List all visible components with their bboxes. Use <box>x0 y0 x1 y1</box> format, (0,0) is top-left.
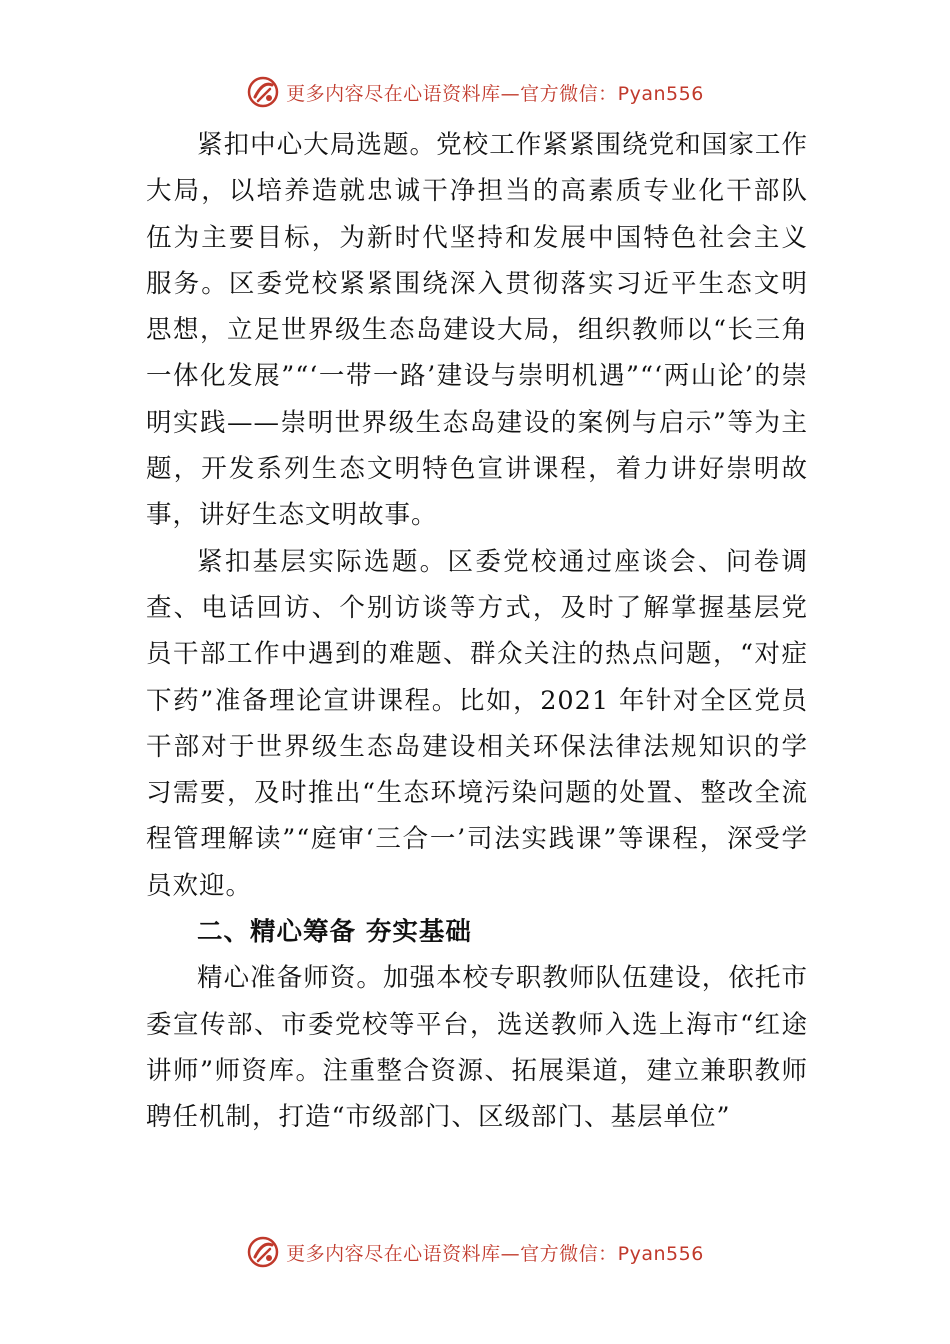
document-body <box>146 122 808 1141</box>
paragraph-central-topic: 紧扣中心大局选题。党校工作紧紧围绕党和国家工作大局，以培养造就忠诚干净担当的高素质专业化干部队伍为主要目标，为新时代坚持和发展中国特色社会主义服务。区委党校紧紧围绕深入贯彻落实习近平生态文明思想，立足世界级生态岛建设大局，组织教师以“长三角一体化发展”“‘一带一路’建设与崇明机遇”“‘两山论’的崇明实践——崇明世界级生态岛建设的案例与启示”等为主题，开发系列生态文明特色宣讲课程，着力讲好崇明故事，讲好生态文明故事。 <box>146 130 808 531</box>
logo-icon <box>246 1235 280 1269</box>
section-heading: 二、精心筹备 夯实基础 <box>197 917 472 948</box>
paragraph-grassroots-topic: 紧扣基层实际选题。区委党校通过座谈会、问卷调查、电话回访、个别访谈等方式，及时了解掌握基层党员干部工作中遇到的难题、群众关注的热点问题，“对症下药”准备理论宣讲课程。比如，2021 年针对全区党员干部对于世界级生态岛建设相关环保法律法规知识的学习需要，及时推出“生态环境污染问题的处置、整改全流程管理解读”“庭审‘三合一’司法实践课”等课程，深受学员欢迎。 <box>146 546 808 901</box>
header-banner-text: 更多内容尽在心语资料库—官方微信：Pyan556 <box>286 82 704 105</box>
logo-icon <box>246 75 280 109</box>
footer-banner <box>0 1232 950 1272</box>
footer-banner-text: 更多内容尽在心语资料库—官方微信：Pyan556 <box>286 1242 704 1265</box>
paragraph-faculty: 精心准备师资。加强本校专职教师队伍建设，依托市委宣传部、市委党校等平台，选送教师入选上海市“红途讲师”师资库。注重整合资源、拓展渠道，建立兼职教师聘任机制，打造“市级部门、区级部门、基层单位” <box>146 963 808 1133</box>
header-banner <box>0 72 950 112</box>
